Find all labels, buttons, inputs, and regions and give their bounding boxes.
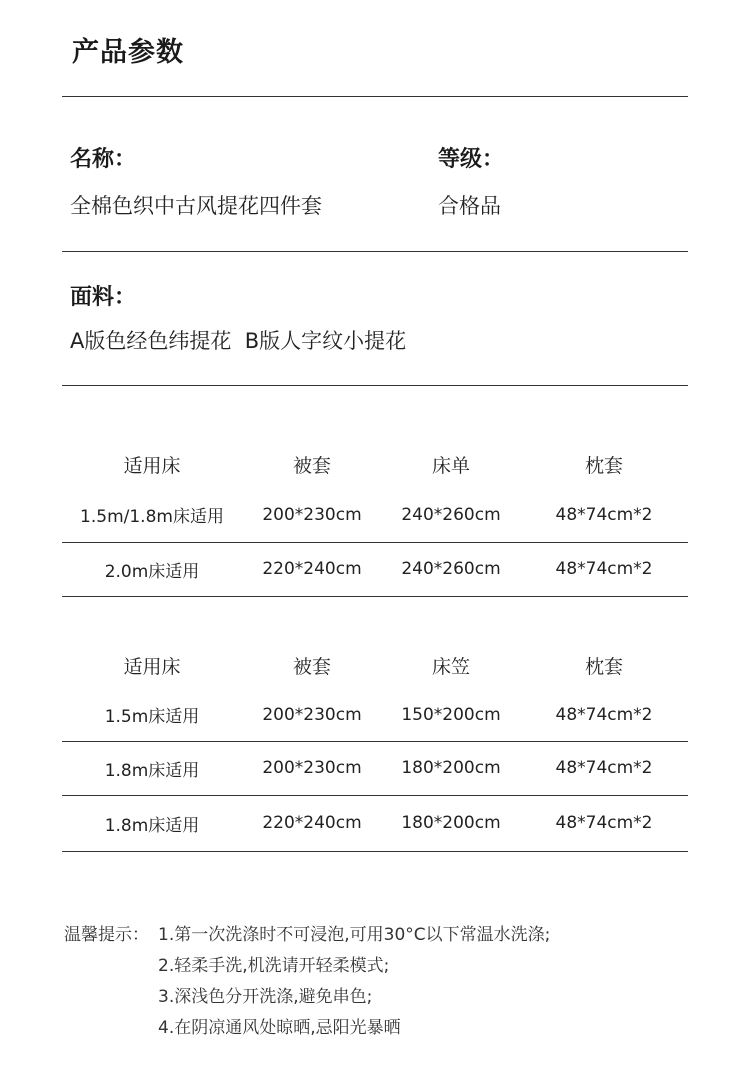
table-cell: 150*200cm — [401, 704, 501, 725]
table-header-cell: 枕套 — [584, 454, 623, 477]
grade-value: 合格品 — [438, 194, 501, 218]
table-cell: 240*260cm — [382, 542, 520, 596]
table-cell: 48*74cm*2 — [555, 504, 653, 525]
table-cell: 180*200cm — [382, 741, 520, 795]
divider — [62, 251, 688, 252]
table-header-cell: 适用床 — [123, 454, 181, 477]
table-cell: 2.0m床适用 — [62, 542, 242, 596]
grade-label: 等级： — [438, 147, 505, 172]
table-cell: 200*230cm — [242, 741, 382, 795]
table-header-cell: 被套 — [292, 454, 331, 477]
table-header-row — [62, 641, 688, 689]
divider — [62, 385, 688, 386]
table-cell: 1.8m床适用 — [62, 795, 242, 851]
table-header-cell: 被套 — [292, 655, 331, 678]
table-row — [62, 795, 688, 851]
table-cell: 180*200cm — [382, 795, 520, 851]
table-cell: 1.5m/1.8m床适用 — [80, 507, 224, 528]
name-label: 名称： — [70, 147, 137, 172]
care-tips-label: 温馨提示： — [64, 925, 149, 945]
table-header-cell: 枕套 — [584, 655, 623, 678]
care-tip-line: 4.在阴凉通风处晾晒,忌阳光暴晒 — [158, 1018, 401, 1038]
table-header-row — [62, 440, 688, 488]
name-value: 全棉色织中古风提花四件套 — [70, 194, 322, 218]
fabric-value: A版色经色纬提花 B版人字纹小提花 — [70, 329, 407, 353]
table-cell: 48*74cm*2 — [520, 795, 688, 851]
care-tip-line: 2.轻柔手洗,机洗请开轻柔模式; — [158, 956, 390, 976]
table-cell: 48*74cm*2 — [555, 704, 653, 725]
table-cell: 220*240cm — [242, 542, 382, 596]
table-cell: 1.8m床适用 — [62, 741, 242, 795]
table-header-cell: 床笠 — [431, 655, 470, 678]
table-row — [62, 488, 688, 542]
table-cell: 200*230cm — [262, 704, 362, 725]
size-table-sheet — [62, 440, 688, 597]
divider — [62, 96, 688, 97]
table-cell: 240*260cm — [401, 504, 501, 525]
table-row — [62, 741, 688, 795]
size-table-fitted-sheet — [62, 641, 688, 852]
table-header-cell: 床单 — [431, 454, 470, 477]
fabric-label: 面料： — [70, 285, 137, 310]
table-row — [62, 542, 688, 596]
table-cell: 48*74cm*2 — [520, 542, 688, 596]
care-tip-line: 3.深浅色分开洗涤,避免串色; — [158, 987, 373, 1007]
table-cell: 48*74cm*2 — [520, 741, 688, 795]
page-title: 产品参数 — [72, 37, 184, 68]
table-header-cell: 适用床 — [123, 655, 181, 678]
table-cell: 220*240cm — [242, 795, 382, 851]
table-cell: 200*230cm — [262, 504, 362, 525]
care-tip-line: 1.第一次洗涤时不可浸泡,可用30°C以下常温水洗涤; — [158, 925, 551, 945]
table-cell: 1.5m床适用 — [104, 707, 200, 728]
table-row — [62, 689, 688, 741]
